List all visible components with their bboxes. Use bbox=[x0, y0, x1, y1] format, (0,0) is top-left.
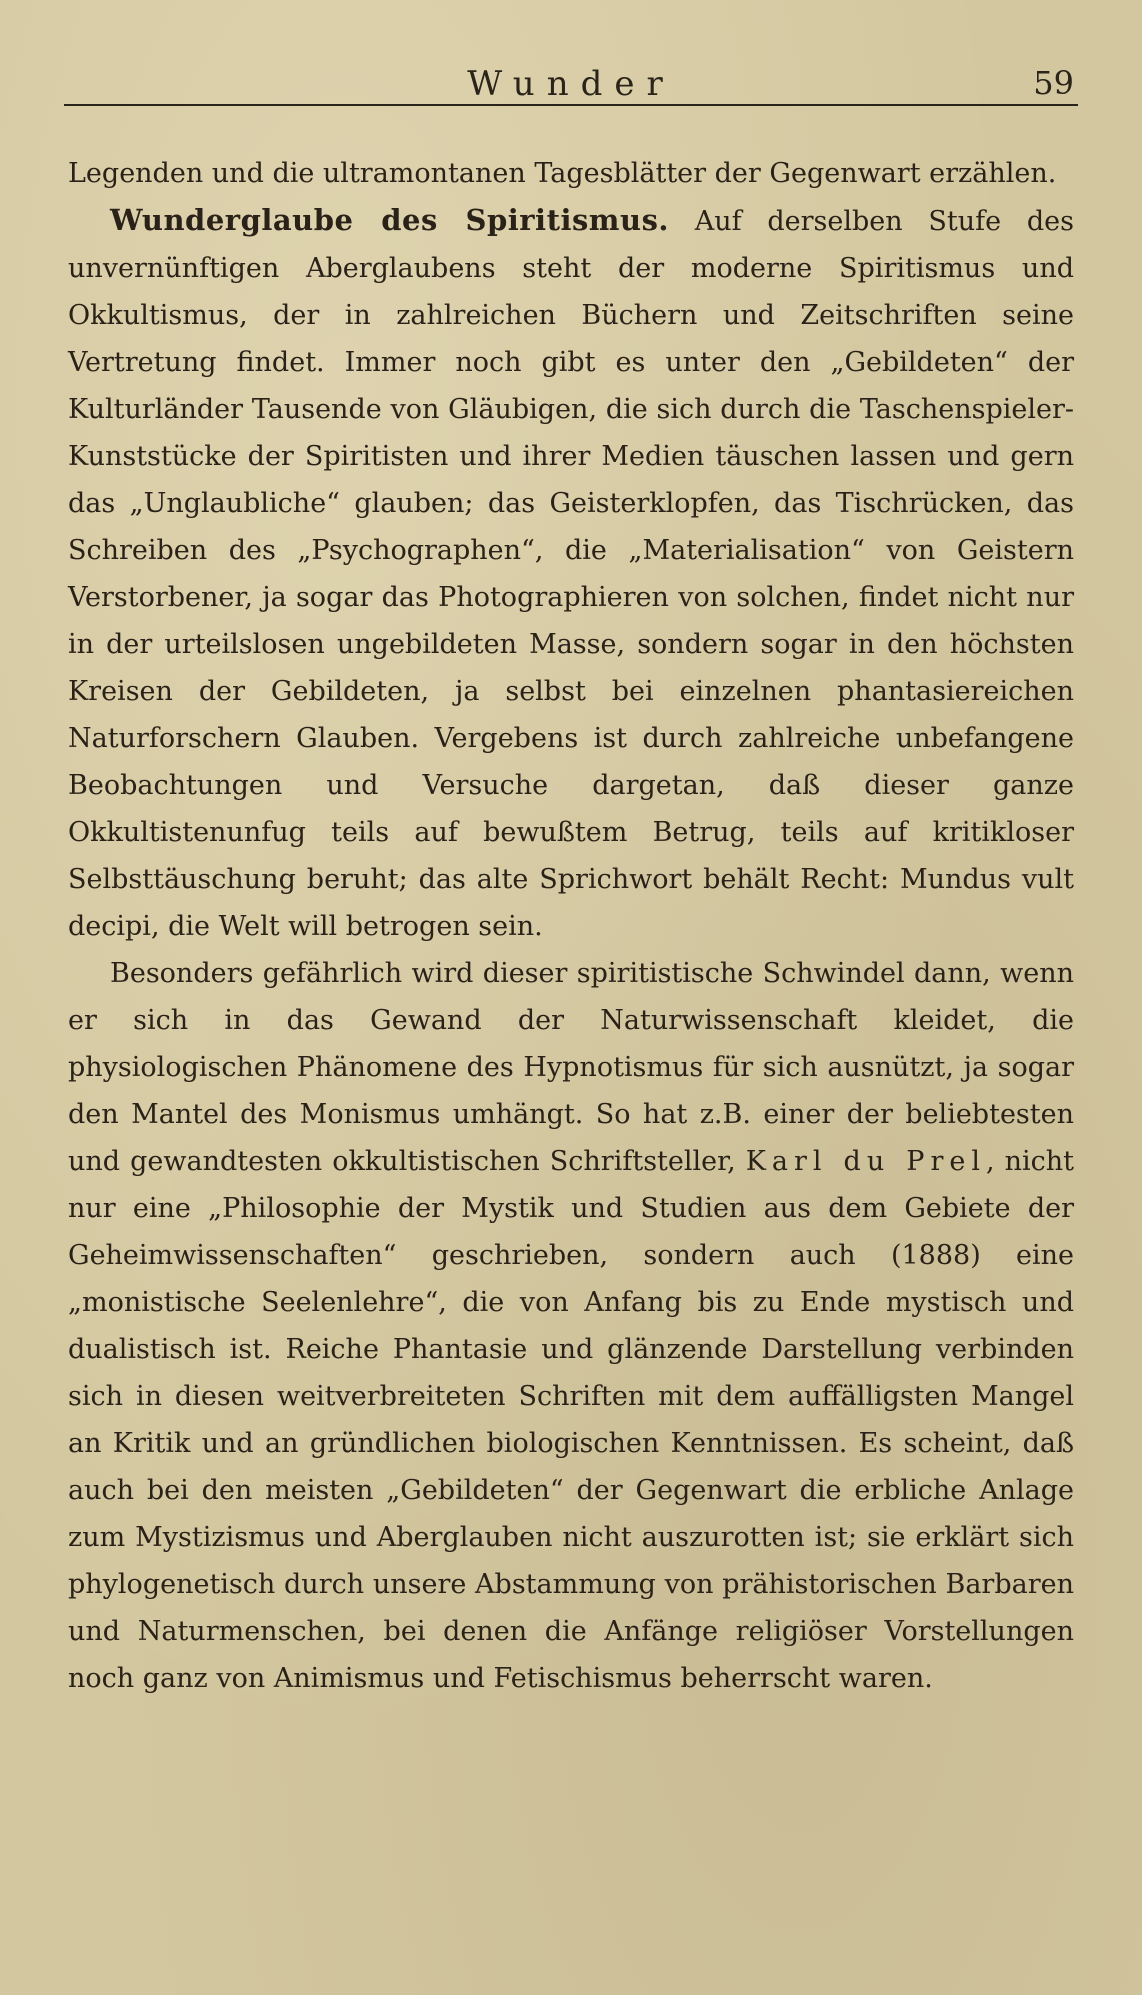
section-heading: Wunderglaube des Spiritismus. bbox=[110, 203, 670, 237]
paragraph-3-text-a: Besonders gefährlich wird dieser spiritistische Schwindel dann, wenn er sich in das Gewand der Naturwissenschaft kleidet, die physiologischen Phänomene des Hypnotismus für sich ausnützt, ja sogar den Mantel des Monismus umhängt. So hat z.B. einer der beliebtesten und gewandtesten okkultistischen Schriftsteller, bbox=[68, 958, 1074, 1177]
paragraph-2-text: Auf derselben Stufe des unvernünftigen Aberglaubens steht der moderne Spiritismus und Okkultismus, der in zahlreichen Büchern und Zeitschriften seine Vertretung findet. Immer noch gibt es unter den „Gebildeten“ der Kulturländer Tausende von Gläubigen, die sich durch die Taschenspieler-Kunststücke der Spiritisten und ihrer Medien täuschen lassen und gern das „Unglaubliche“ glauben; das Geisterklopfen, das Tischrücken, das Schreiben des „Psychographen“, die „Materialisation“ von Geistern Verstorbener, ja sogar das Photographieren von solchen, findet nicht nur in der urteilslosen ungebildeten Masse, sondern sogar in den höchsten Kreisen der Gebildeten, ja selbst bei einzelnen phantasiereichen Naturforschern Glauben. Vergebens ist durch zahlreiche unbefangene Beobachtungen und Versuche dargetan, daß dieser ganze Okkultistenunfug teils auf bewußtem Betrug, teils auf kritikloser Selbsttäuschung beruht; das alte Sprichwort behält Recht: Mundus vult decipi, die Welt will betrogen sein. bbox=[68, 206, 1074, 942]
page-number: 59 bbox=[1033, 64, 1074, 102]
paragraph-3 bbox=[68, 950, 1074, 1702]
paragraph-2 bbox=[68, 197, 1074, 950]
author-name: Karl du Prel bbox=[745, 1146, 986, 1177]
paragraph-3-text-b: , nicht nur eine „Philosophie der Mystik und Studien aus dem Gebiete der Geheimwissenschaften“ geschrieben, sondern auch (1888) eine „monistische Seelenlehre“, die von Anfang bis zu Ende mystisch und dualistisch ist. Reiche Phantasie und glänzende Darstellung verbinden sich in diesen weitverbreiteten Schriften mit dem auffälligsten Mangel an Kritik und an gründlichen biologischen Kenntnissen. Es scheint, daß auch bei den meisten „Gebildeten“ der Gegenwart die erbliche Anlage zum Mystizismus und Aberglauben nicht auszurotten ist; sie erklärt sich phylogenetisch durch unsere Abstammung von prähistorischen Barbaren und Naturmenschen, bei denen die Anfänge religiöser Vorstellungen noch ganz von Animismus und Fetischismus beherrscht waren. bbox=[68, 1146, 1074, 1694]
body-text bbox=[68, 150, 1074, 1702]
page-header bbox=[64, 58, 1078, 106]
paragraph-1: Legenden und die ultramontanen Tagesblätter der Gegenwart erzählen. bbox=[68, 158, 1057, 189]
running-head: Wunder bbox=[467, 64, 675, 104]
